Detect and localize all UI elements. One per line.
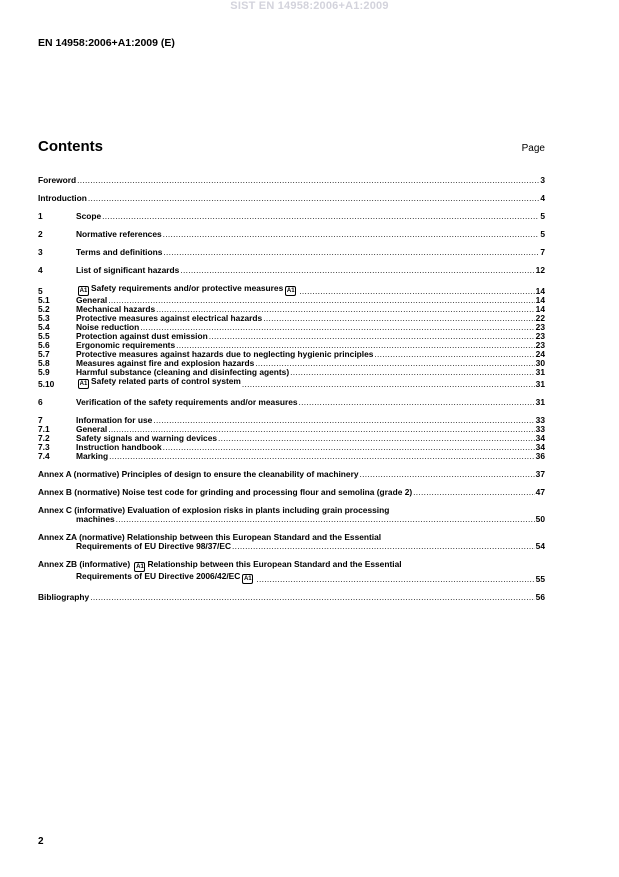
- document-id: EN 14958:2006+A1:2009 (E): [38, 37, 175, 49]
- toc-entry-foreword[interactable]: Foreword ..... 3: [38, 176, 545, 185]
- toc-entry-5-10[interactable]: 5.10 A1 Safety related parts of control system ..... 31: [38, 377, 545, 389]
- toc-entry-7-4[interactable]: 7.4 Marking ..... 36: [38, 452, 545, 461]
- amendment-start-icon: A1: [79, 381, 88, 387]
- toc-entry-bibliography[interactable]: Bibliography ..... 56: [38, 593, 545, 602]
- toc-entry-5-4[interactable]: 5.4 Noise reduction ..... 23: [38, 323, 545, 332]
- toc-entry-3[interactable]: 3 Terms and definitions ..... 7: [38, 248, 545, 257]
- toc-entry-7-3[interactable]: 7.3 Instruction handbook ..... 34: [38, 443, 545, 452]
- amendment-start-icon: A1: [79, 288, 88, 294]
- toc-entry-5-5[interactable]: 5.5 Protection against dust emission ..... 23: [38, 332, 545, 341]
- amendment-start-icon: A1: [136, 564, 144, 570]
- toc-entry-5[interactable]: 5 A1 Safety requirements and/or protective measures A1 ..... 14: [38, 284, 545, 296]
- toc-entry-2[interactable]: 2 Normative references ..... 5: [38, 230, 545, 239]
- toc-entry-annex-c[interactable]: Annex C (informative) Evaluation of explosion risks in plants including grain processing machines ..... 50: [38, 506, 545, 524]
- toc-entry-annex-za[interactable]: Annex ZA (normative) Relationship between this European Standard and the Essential Requirements of EU Directive 98/37/EC ..... 54: [38, 533, 545, 551]
- toc-entry-introduction[interactable]: Introduction ..... 4: [38, 194, 545, 203]
- contents-title: Contents: [38, 138, 103, 155]
- toc-entry-annex-b[interactable]: Annex B (normative) Noise test code for grinding and processing flour and semolina (grade 2) ..... 47: [38, 488, 545, 497]
- toc-entry-5-9[interactable]: 5.9 Harmful substance (cleaning and disinfecting agents) ..... 31: [38, 368, 545, 377]
- amendment-end-icon: A1: [243, 576, 252, 582]
- toc-entry-5-3[interactable]: 5.3 Protective measures against electrical hazards ..... 22: [38, 314, 545, 323]
- toc-entry-5-2[interactable]: 5.2 Mechanical hazards ..... 14: [38, 305, 545, 314]
- toc-entry-5-7[interactable]: 5.7 Protective measures against hazards due to neglecting hygienic principles ..... 24: [38, 350, 545, 359]
- toc-entry-5-6[interactable]: 5.6 Ergonomic requirements ..... 23: [38, 341, 545, 350]
- watermark: SIST EN 14958:2006+A1:2009: [230, 0, 389, 12]
- toc-entry-7-1[interactable]: 7.1 General ..... 33: [38, 425, 545, 434]
- toc-entry-1[interactable]: 1 Scope ..... 5: [38, 212, 545, 221]
- toc-entry-6[interactable]: 6 Verification of the safety requirements and/or measures ..... 31: [38, 398, 545, 407]
- toc-entry-7-2[interactable]: 7.2 Safety signals and warning devices ..... 34: [38, 434, 545, 443]
- toc-entry-4[interactable]: 4 List of significant hazards ..... 12: [38, 266, 545, 275]
- toc-entry-5-1[interactable]: 5.1 General ..... 14: [38, 296, 545, 305]
- toc-entry-7[interactable]: 7 Information for use ..... 33: [38, 416, 545, 425]
- amendment-end-icon: A1: [286, 288, 295, 294]
- toc-entry-annex-a[interactable]: Annex A (normative) Principles of design to ensure the cleanability of machinery ..... 37: [38, 470, 545, 479]
- page-number: 2: [38, 836, 44, 847]
- toc-entry-5-8[interactable]: 5.8 Measures against fire and explosion hazards ..... 30: [38, 359, 545, 368]
- page-column-label: Page: [521, 143, 545, 154]
- toc-entry-annex-zb[interactable]: Annex ZB (informative) A1 Relationship between this European Standard and the Essential Requirements of EU Directive 2006/42/EC A1 ..... 55: [38, 560, 545, 584]
- table-of-contents: [38, 175, 545, 602]
